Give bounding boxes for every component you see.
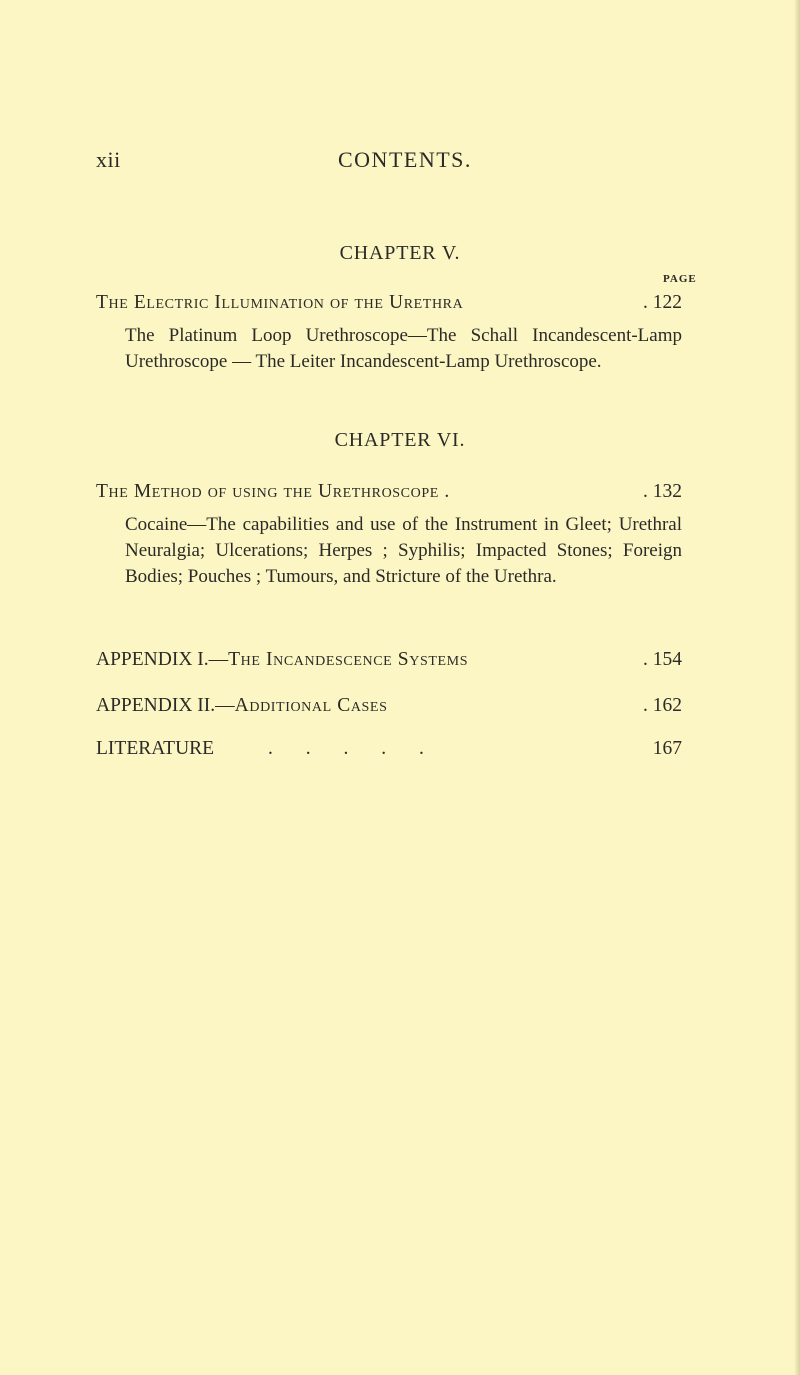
literature-page: 167: [652, 738, 682, 759]
appendix-2-text: [96, 695, 387, 717]
appendix-1-label: APPENDIX I.—: [96, 649, 229, 670]
appendix-1-title: The Incandescence Systems: [228, 649, 469, 670]
chapter-5-heading: CHAPTER V.: [339, 242, 461, 264]
chapter-6-summary: Cocaine—The capabilities and use of the Instrument in Gleet; Urethral Neuralgia; Ulcerations; Herpes ; Syphilis; Impacted Stones; Foreign Bodies; Pouches ; Tumours, and Stricture of the Urethra.: [125, 514, 682, 587]
literature-leader-dots: . . . . .: [268, 738, 424, 759]
appendix-2-page: . 162: [643, 695, 682, 716]
page-column-label: PAGE: [663, 273, 697, 285]
appendix-2-title: Additional Cases: [234, 695, 388, 716]
chapter-5-page: . 122: [643, 292, 682, 313]
appendix-1-page: . 154: [643, 649, 682, 670]
appendix-1-text: [96, 649, 468, 671]
chapter-5-summary: The Platinum Loop Urethroscope—The Schall Incandescent-Lamp Urethroscope — The Leiter Incandescent-Lamp Urethroscope.: [125, 325, 682, 372]
chapter-6-heading: CHAPTER VI.: [334, 429, 466, 451]
appendix-2-label: APPENDIX II.—: [96, 695, 235, 716]
chapter-5-title: The Electric Illumination of the Urethra: [96, 292, 464, 313]
page-edge: [794, 0, 800, 1375]
folio-number: xii: [96, 147, 121, 172]
chapter-6-page: . 132: [643, 481, 682, 502]
chapter-6-title: The Method of using the Urethroscope .: [96, 481, 450, 502]
running-title: CONTENTS.: [338, 147, 472, 172]
literature-title: LITERATURE: [96, 738, 215, 759]
